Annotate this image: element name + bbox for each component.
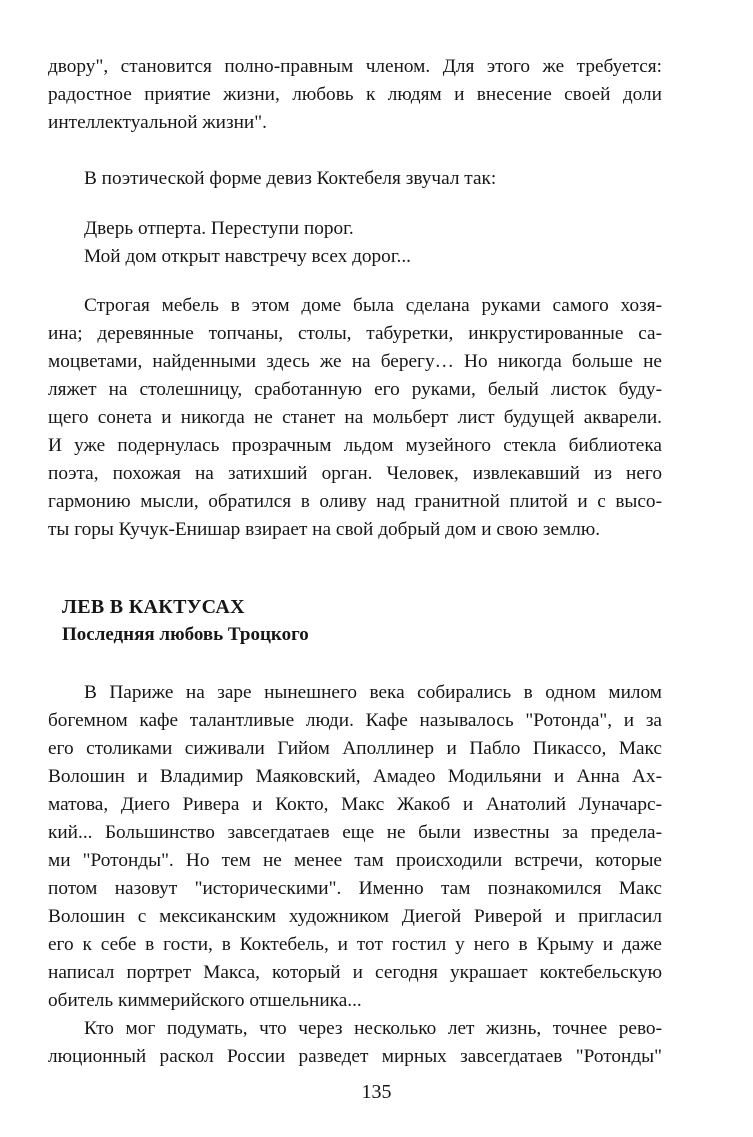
paragraph-line: В поэтической форме девиз Коктебеля звучал так: xyxy=(84,168,497,189)
paragraph-line: интеллектуальной жизни". xyxy=(48,112,267,133)
paragraph-line: ина; деревянные топчаны, столы, табуретки, инкрустированные са- xyxy=(48,323,662,344)
paragraph-line: И уже подернулась прозрачным льдом музейного стекла библиотека xyxy=(48,435,662,456)
paragraph-line: матова, Диего Ривера и Кокто, Макс Жакоб и Анатолий Луначарс- xyxy=(48,794,662,815)
paragraph-line: богемном кафе талантливые люди. Кафе называлось "Ротонда", и за xyxy=(48,710,662,731)
paragraph-line: щего сонета и никогда не станет на мольберт лист будущей акварели. xyxy=(48,407,662,428)
paragraph-line: ты горы Кучук-Енишар взирает на свой добрый дом и свою землю. xyxy=(48,519,601,540)
verse-line: Мой дом открыт навстречу всех дорог... xyxy=(84,246,412,267)
section-subtitle: Последняя любовь Троцкого xyxy=(62,624,309,645)
section-title: ЛЕВ В КАКТУСАХ xyxy=(62,596,245,618)
paragraph-line: Строгая мебель в этом доме была сделана руками самого хозя- xyxy=(84,295,662,316)
paragraph-line: двору", становится полно-правным членом. Для этого же требуется: xyxy=(48,56,662,77)
paragraph-line: Кто мог подумать, что через несколько лет жизнь, точнее рево- xyxy=(84,1018,662,1039)
paragraph-line: гармонию мысли, обратился в оливу над гранитной плитой и с высо- xyxy=(48,491,662,512)
page-number: 135 xyxy=(361,1081,392,1103)
paragraph-line: Волошин с мексиканским художником Диегой Риверой и пригласил xyxy=(48,906,662,927)
paragraph-line: поэта, похожая на затихший орган. Человек, извлекавший из него xyxy=(48,463,662,484)
paragraph-line: потом назовут "историческими". Именно там познакомился Макс xyxy=(48,878,662,899)
paragraph-line: его к себе в гости, в Коктебель, и тот гостил у него в Крыму и даже xyxy=(48,934,662,955)
paragraph-line: Волошин и Владимир Маяковский, Амадео Модильяни и Анна Ах- xyxy=(48,766,662,787)
paragraph-line: ми "Ротонды". Но тем не менее там происходили встречи, которые xyxy=(48,850,662,871)
paragraph-line: его столиками сиживали Гийом Аполлинер и Пабло Пикассо, Макс xyxy=(48,738,662,759)
paragraph-line: написал портрет Макса, который и сегодня украшает коктебельскую xyxy=(48,962,662,983)
verse-line: Дверь отперта. Переступи порог. xyxy=(84,218,354,239)
paragraph-line: люционный раскол России разведет мирных завсегдатаев "Ротонды" xyxy=(48,1046,662,1067)
paragraph-line: В Париже на заре нынешнего века собирались в одном милом xyxy=(84,682,662,703)
paragraph-line: обитель киммерийского отшельника... xyxy=(48,990,362,1011)
paragraph-line: ляжет на столешницу, сработанную его руками, белый листок буду- xyxy=(48,379,662,400)
paragraph-line: моцветами, найденными здесь же на берегу… Но никогда больше не xyxy=(48,351,662,372)
paragraph-line: кий... Большинство завсегдатаев еще не были известны за предела- xyxy=(48,822,662,843)
paragraph-line: радостное приятие жизни, любовь к людям и внесение своей доли xyxy=(48,84,662,105)
